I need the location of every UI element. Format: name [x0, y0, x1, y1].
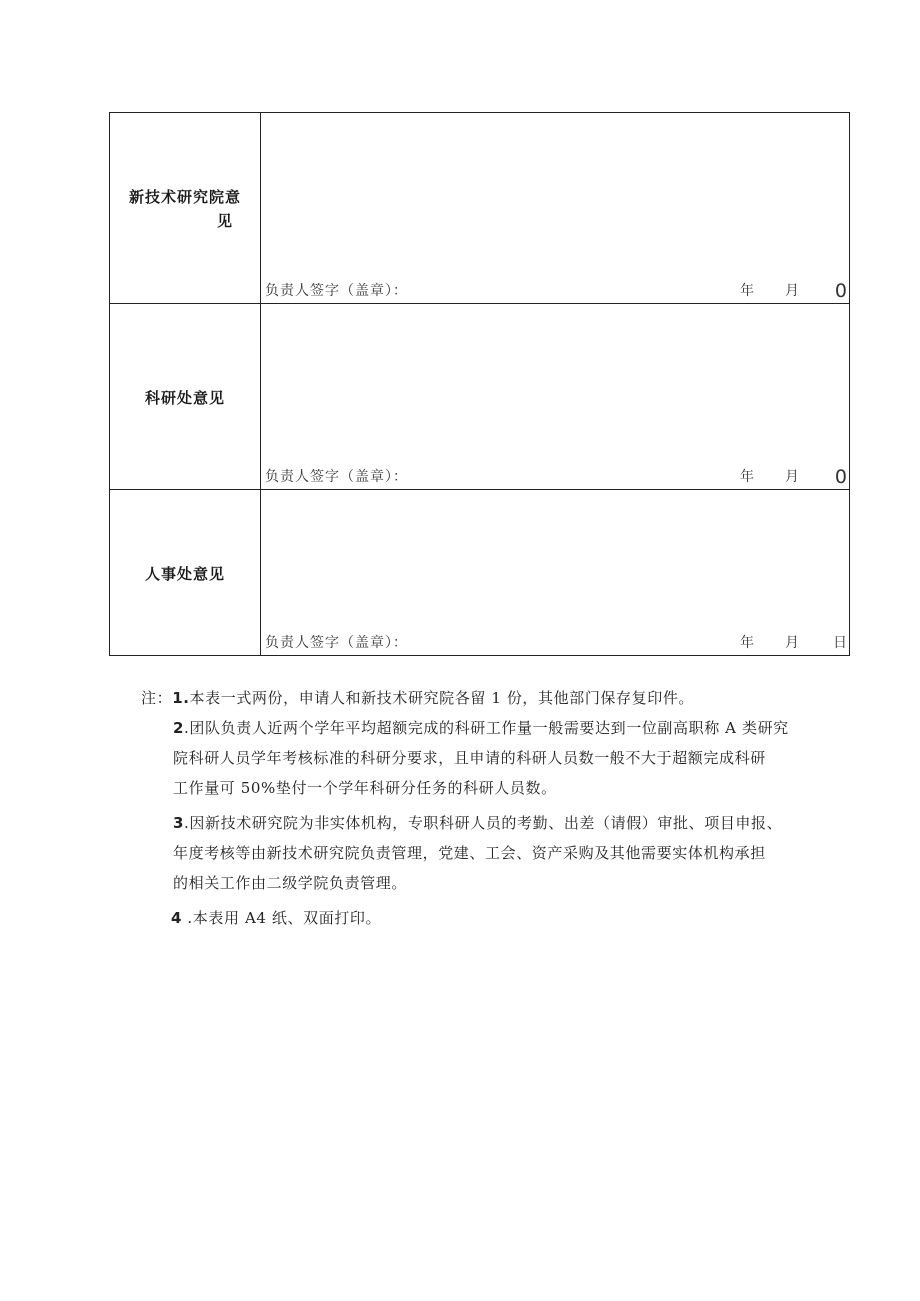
note-2-line-3: 工作量可 50%垫付一个学年科研分任务的科研人员数。: [173, 779, 557, 797]
row-label-cell: [110, 113, 261, 304]
row-label-line1: 科研处意见: [144, 389, 225, 407]
signature-row: [265, 633, 849, 653]
date-month-label: 月: [785, 469, 799, 485]
signature-row: [265, 281, 849, 301]
note-4-number: 4: [171, 909, 183, 927]
signature-label: 负责人签字（盖章）：: [265, 469, 408, 485]
form-row-institute: [110, 113, 850, 304]
row-label: [110, 386, 260, 410]
note-3-text-1: .因新技术研究院为非实体机构，专职科研人员的考勤、出差（请假）审批、项目申报、: [184, 814, 783, 832]
date-month-label: 月: [785, 635, 799, 651]
row-label: [110, 185, 260, 233]
date-year-label: 年: [740, 469, 754, 485]
signature-row: [265, 467, 849, 487]
date-day-label: 0: [834, 466, 847, 488]
row-label-cell: [110, 490, 261, 656]
row-label-line1: 人事处意见: [144, 565, 225, 583]
date-day-label: 日: [833, 635, 847, 651]
note-3-line-3: 的相关工作由二级学院负责管理。: [173, 874, 408, 892]
row-label: [110, 562, 260, 586]
note-4: [171, 904, 381, 933]
note-2-text-1: .团队负责人近两个学年平均超额完成的科研工作量一般需要达到一位副高职称 A 类研究: [184, 719, 789, 737]
note-3-number: 3: [173, 814, 185, 832]
date-year-label: 年: [740, 635, 754, 651]
signature-label: 负责人签字（盖章）：: [265, 283, 408, 299]
note-2-line-2: 院科研人员学年考核标准的科研分要求，且申请的科研人员数一般不大于超额完成科研: [173, 749, 766, 767]
row-label-line2: 见: [216, 212, 233, 230]
approval-form-table: [109, 112, 850, 656]
row-label-cell: [110, 304, 261, 490]
note-1-number: 1.: [172, 689, 190, 707]
opinion-field[interactable]: [261, 304, 850, 490]
form-row-research-office: [110, 304, 850, 490]
form-row-hr-office: [110, 490, 850, 656]
notes-prefix: 注：: [141, 689, 173, 707]
note-2-line-1: [173, 714, 789, 743]
note-2-number: 2: [173, 719, 185, 737]
date-day-label: 0: [834, 280, 847, 302]
note-3-line-2: 年度考核等由新技术研究院负责管理，党建、工会、资产采购及其他需要实体机构承担: [173, 844, 766, 862]
note-3-line-1: [173, 809, 782, 838]
opinion-field[interactable]: [261, 490, 850, 656]
signature-label: 负责人签字（盖章）：: [265, 635, 408, 651]
date-year-label: 年: [740, 283, 754, 299]
note-1: [141, 684, 694, 713]
date-month-label: 月: [785, 283, 799, 299]
note-4-text: .本表用 A4 纸、双面打印。: [182, 909, 382, 927]
note-1-text: 本表一式两份，申请人和新技术研究院各留 1 份，其他部门保存复印件。: [189, 689, 695, 707]
opinion-field[interactable]: [261, 113, 850, 304]
row-label-line1: 新技术研究院意: [128, 188, 241, 206]
